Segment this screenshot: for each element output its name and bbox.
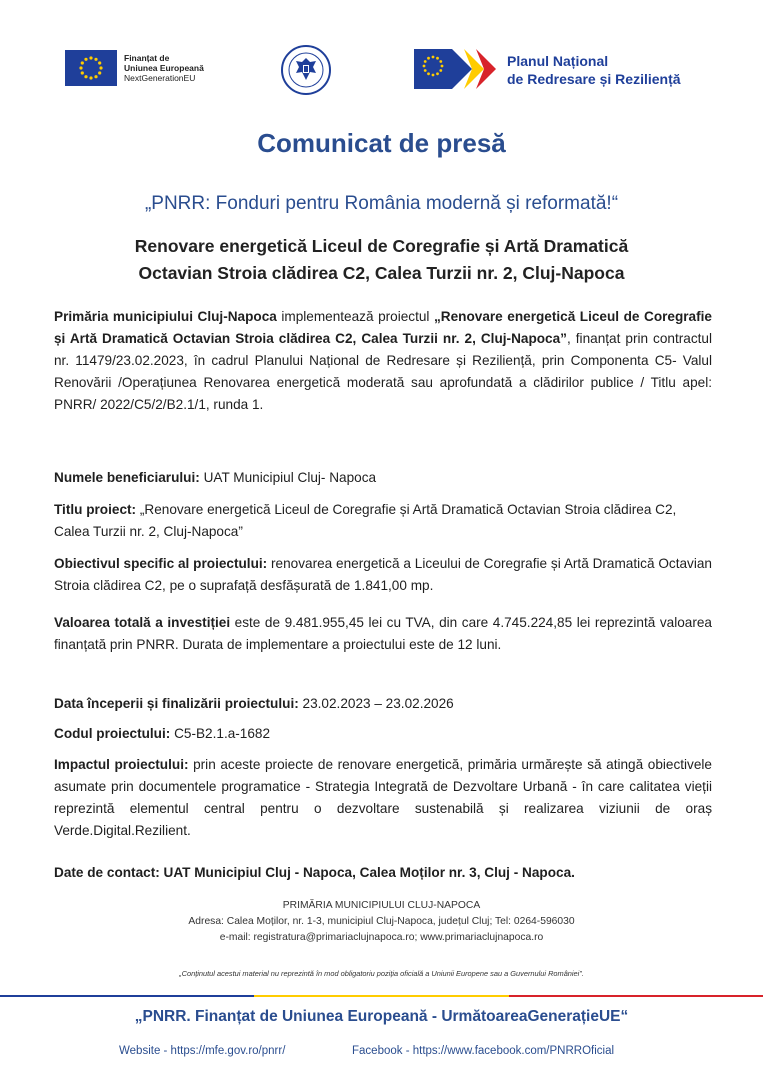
contact-paragraph [54, 862, 712, 884]
intro-rest: , finanțat prin contractul nr. 11479/23.02.2023, în cadrul Planului Național de Redresare și Reziliență, prin Componenta C5- Valul Renovării /Operațiunea Renovarea energetică moderată sau aprofundată a clădirilor publice / Titlu apel: PNRR/ 2022/C5/2/B2.1/1, runda 1. [54, 331, 712, 412]
headline-line1: Renovare energetică Liceul de Coregrafie și Artă Dramatică [134, 236, 629, 256]
intro-paragraph [54, 306, 712, 416]
project-title-label: Titlu proiect: [54, 502, 137, 517]
disclaimer: „Conținutul acestui material nu reprezintă în mod obligatoriu poziția oficială a Uniunii Europene sau a Guvernului României”. [179, 969, 584, 978]
org-address: Adresa: Calea Moților, nr. 1-3, municipiul Cluj-Napoca, județul Cluj; Tel: 0264-596030 [188, 916, 575, 927]
code-label: Codul proiectului: [54, 726, 171, 741]
footer-motto: „PNRR. Finanțat de Uniunea Europeană - UrmătoareaGenerațieUE“ [134, 1008, 629, 1025]
footer-website-link[interactable]: Website - https://mfe.gov.ro/pnrr/ [119, 1045, 286, 1057]
organization-block [0, 898, 763, 946]
headline-line2: Octavian Stroia clădirea C2, Calea Turzii nr. 2, Cluj-Napoca [138, 263, 625, 283]
dates-label: Data începerii și finalizării proiectului: [54, 696, 299, 711]
impact-paragraph [54, 754, 712, 842]
beneficiary-value: UAT Municipiul Cluj- Napoca [199, 470, 377, 485]
value-label: Valoarea totală a investiției [54, 615, 231, 630]
footer-line-blue [0, 995, 254, 997]
objective-label: Obiectivul specific al proiectului: [54, 556, 268, 571]
code-value: C5-B2.1.a-1682 [170, 726, 271, 741]
page-subtitle: „PNRR: Fonduri pentru România modernă și reformată!“ [144, 193, 619, 214]
project-title-paragraph [54, 499, 712, 543]
pnrr-logo [414, 46, 502, 92]
pnrr-label [507, 52, 681, 88]
project-headline [40, 233, 723, 287]
intro-project: „Renovare energetică Liceul de Coregrafie și Artă Dramatică Octavian Stroia clădirea C2, Calea Turzii nr. 2, Cluj-Napoca” [54, 309, 712, 346]
code-paragraph [54, 723, 712, 745]
eu-flag-logo [65, 50, 117, 86]
impact-label: Impactul proiectului: [54, 757, 189, 772]
intro-org: Primăria municipiului Cluj-Napoca [54, 309, 277, 324]
eu-funding-label [124, 53, 204, 83]
impact-value: prin aceste proiecte de renovare energetică, primăria urmărește să atingă obiectivele asumate prin documentele programatice - Strategia Integrată de Dezvoltare Urbană - în care calitatea vieții reprezintă elementul central pentru o dezvoltare sustenabilă și realizarea viziunii de oraș Verde.Digital.Rezilient. [54, 757, 712, 838]
contact-value: UAT Municipiul Cluj - Napoca, Calea Moților nr. 3, Cluj - Napoca. [159, 865, 575, 880]
footer-facebook-link[interactable]: Facebook - https://www.facebook.com/PNRROficial [352, 1045, 615, 1057]
romanian-government-logo [280, 44, 332, 96]
dates-paragraph [54, 693, 712, 715]
eu-stars-icon [65, 50, 117, 86]
org-name: PRIMĂRIA MUNICIPIULUI CLUJ-NAPOCA [282, 900, 481, 911]
intro-verb: implementează proiectul [276, 309, 434, 324]
beneficiary-label: Numele beneficiarului: [54, 470, 200, 485]
eu-funding-line2: Uniunea Europeană [124, 63, 204, 73]
value-paragraph [54, 612, 712, 656]
eu-funding-line3: NextGenerationEU [124, 73, 196, 83]
beneficiary-paragraph [54, 467, 712, 489]
dates-value: 23.02.2023 – 23.02.2026 [298, 696, 454, 711]
contact-label: Date de contact: [54, 865, 160, 880]
page-title: Comunicat de presă [257, 128, 506, 158]
pnrr-line1: Planul Național [507, 53, 609, 69]
pnrr-arrows-icon [414, 46, 502, 92]
org-email: e-mail: registratura@primariaclujnapoca.ro; www.primariaclujnapoca.ro [219, 932, 544, 943]
footer-line-yellow [254, 995, 509, 997]
objective-paragraph [54, 553, 712, 597]
value-value: este de 9.481.955,45 lei cu TVA, din care 4.745.224,85 lei reprezintă valoarea finanțată prin PNRR. Durata de implementare a proiectului este de 12 luni. [54, 615, 712, 652]
government-crest-icon [280, 44, 332, 96]
project-title-value: „Renovare energetică Liceul de Coregrafie și Artă Dramatică Octavian Stroia clădirea C2, Calea Turzii nr. 2, Cluj-Napoca” [54, 502, 677, 539]
objective-value: renovarea energetică a Liceului de Coregrafie și Artă Dramatică Octavian Stroia clădirea C2, pe o suprafață desfășurată de 1.841,00 mp. [54, 556, 712, 593]
eu-funding-line1: Finanțat de [124, 53, 170, 63]
footer-line-red [509, 995, 763, 997]
pnrr-line2: de Redresare și Reziliență [507, 71, 681, 87]
